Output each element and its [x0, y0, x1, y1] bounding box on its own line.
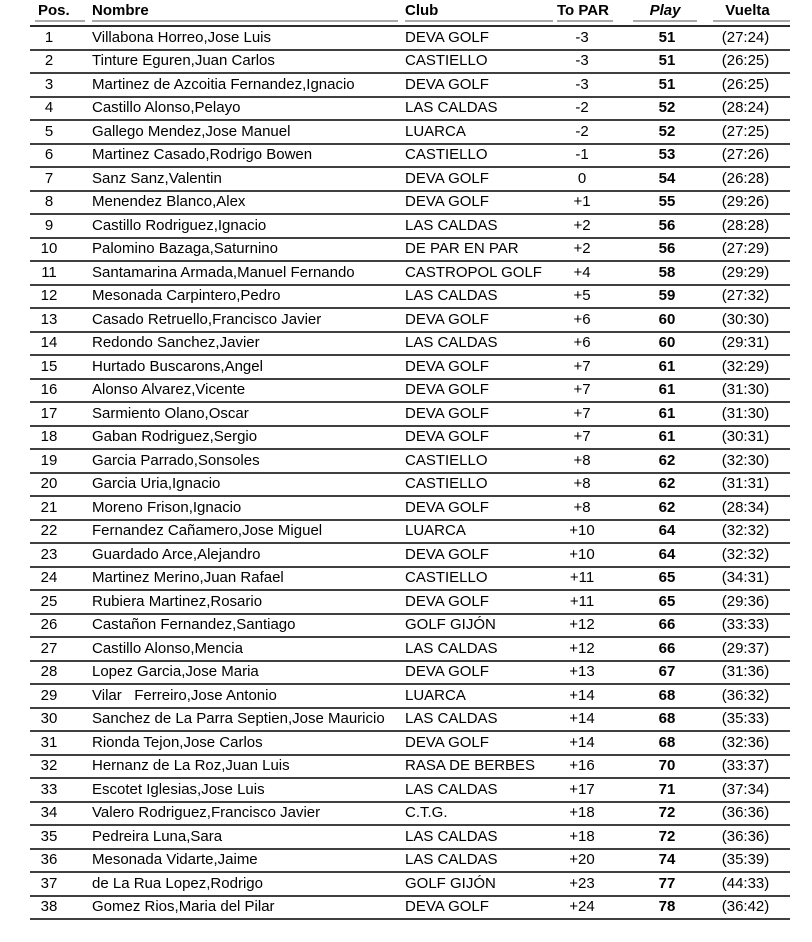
club-cell: CASTROPOL GOLF [405, 263, 542, 281]
position-cell: 3 [44, 75, 54, 93]
position-cell: 12 [40, 287, 58, 305]
table-row [30, 521, 790, 545]
club-cell: GOLF GIJÓN [405, 616, 496, 634]
table-row [30, 380, 790, 404]
play-score-cell: 66 [658, 616, 676, 634]
player-name-cell: Castillo Alonso,Pelayo [92, 99, 241, 117]
table-body [30, 27, 790, 920]
to-par-cell: +6 [573, 310, 591, 328]
vuelta-time-cell: (29:31) [721, 334, 770, 352]
player-name-cell: Gomez Rios,Maria del Pilar [92, 898, 275, 916]
vuelta-time-cell: (33:37) [721, 757, 770, 775]
club-cell: DEVA GOLF [405, 498, 489, 516]
to-par-cell: +18 [569, 827, 595, 845]
play-score-cell: 55 [658, 193, 676, 211]
play-score-cell: 64 [658, 545, 676, 563]
to-par-cell: -3 [575, 75, 589, 93]
to-par-cell: +17 [569, 780, 595, 798]
position-cell: 21 [40, 498, 58, 516]
player-name-cell: Castañon Fernandez,Santiago [92, 616, 296, 634]
to-par-cell: +1 [573, 193, 591, 211]
to-par-cell: +7 [573, 404, 591, 422]
player-name-cell: Casado Retruello,Francisco Javier [92, 310, 322, 328]
club-cell: LAS CALDAS [405, 99, 498, 117]
club-cell: DEVA GOLF [405, 428, 489, 446]
vuelta-time-cell: (32:36) [721, 733, 770, 751]
club-cell: GOLF GIJÓN [405, 874, 496, 892]
to-par-cell: +20 [569, 851, 595, 869]
vuelta-time-cell: (26:25) [721, 75, 770, 93]
vuelta-time-cell: (32:29) [721, 357, 770, 375]
table-row [30, 286, 790, 310]
play-score-cell: 68 [658, 686, 676, 704]
results-table [30, 2, 790, 920]
vuelta-time-cell: (36:36) [721, 827, 770, 845]
player-name-cell: Vilar Ferreiro,Jose Antonio [92, 686, 277, 704]
club-cell: DEVA GOLF [405, 193, 489, 211]
position-cell: 14 [40, 334, 58, 352]
player-name-cell: Guardado Arce,Alejandro [92, 545, 261, 563]
player-name-cell: Garcia Uria,Ignacio [92, 475, 221, 493]
table-row [30, 850, 790, 874]
table-row [30, 497, 790, 521]
position-cell: 34 [40, 804, 58, 822]
position-cell: 5 [44, 122, 54, 140]
table-row [30, 262, 790, 286]
position-cell: 11 [41, 263, 57, 281]
vuelta-time-cell: (36:42) [721, 898, 770, 916]
table-row [30, 662, 790, 686]
position-cell: 6 [44, 146, 54, 164]
vuelta-time-cell: (31:36) [721, 663, 770, 681]
column-header-pos: Pos. [35, 2, 85, 22]
player-name-cell: Martinez Merino,Juan Rafael [92, 569, 284, 587]
to-par-cell: +5 [573, 287, 591, 305]
table-row [30, 568, 790, 592]
to-par-cell: -2 [575, 99, 589, 117]
play-score-cell: 68 [658, 733, 676, 751]
play-score-cell: 65 [658, 592, 676, 610]
vuelta-time-cell: (36:32) [721, 686, 770, 704]
vuelta-time-cell: (34:31) [721, 569, 770, 587]
table-row [30, 826, 790, 850]
player-name-cell: Sanz Sanz,Valentin [92, 169, 222, 187]
position-cell: 18 [40, 428, 58, 446]
table-row [30, 192, 790, 216]
play-score-cell: 52 [658, 122, 676, 140]
vuelta-time-cell: (35:39) [721, 851, 770, 869]
position-cell: 2 [44, 52, 54, 70]
to-par-cell: -3 [575, 28, 589, 46]
club-cell: LAS CALDAS [405, 827, 498, 845]
to-par-cell: +2 [573, 216, 591, 234]
position-cell: 32 [40, 757, 58, 775]
player-name-cell: Castillo Alonso,Mencia [92, 639, 243, 657]
position-cell: 1 [44, 28, 54, 46]
position-cell: 4 [44, 99, 54, 117]
play-score-cell: 64 [658, 522, 676, 540]
to-par-cell: +10 [569, 545, 595, 563]
position-cell: 22 [40, 522, 58, 540]
table-row [30, 450, 790, 474]
play-score-cell: 52 [658, 99, 676, 117]
club-cell: CASTIELLO [405, 451, 488, 469]
player-name-cell: Pedreira Luna,Sara [92, 827, 223, 845]
vuelta-time-cell: (29:26) [721, 193, 770, 211]
club-cell: LAS CALDAS [405, 334, 498, 352]
table-row [30, 873, 790, 897]
club-cell: DEVA GOLF [405, 28, 489, 46]
position-cell: 26 [40, 616, 58, 634]
play-score-cell: 72 [658, 827, 676, 845]
play-score-cell: 61 [658, 381, 676, 399]
table-row [30, 121, 790, 145]
club-cell: LAS CALDAS [405, 216, 498, 234]
play-score-cell: 71 [658, 780, 676, 798]
club-cell: DEVA GOLF [405, 592, 489, 610]
club-cell: LAS CALDAS [405, 639, 498, 657]
club-cell: CASTIELLO [405, 52, 488, 70]
table-row [30, 427, 790, 451]
player-name-cell: Sarmiento Olano,Oscar [92, 404, 249, 422]
vuelta-time-cell: (26:25) [721, 52, 770, 70]
table-row [30, 168, 790, 192]
club-cell: DEVA GOLF [405, 357, 489, 375]
position-cell: 38 [40, 898, 58, 916]
column-header-play: Play [633, 2, 697, 22]
table-row [30, 309, 790, 333]
vuelta-time-cell: (28:28) [721, 216, 770, 234]
vuelta-time-cell: (27:26) [721, 146, 770, 164]
to-par-cell: -3 [575, 52, 589, 70]
table-row [30, 638, 790, 662]
play-score-cell: 68 [658, 710, 676, 728]
player-name-cell: Santamarina Armada,Manuel Fernando [92, 263, 355, 281]
table-row [30, 474, 790, 498]
table-row [30, 239, 790, 263]
position-cell: 36 [40, 851, 58, 869]
player-name-cell: Moreno Frison,Ignacio [92, 498, 242, 516]
table-row [30, 27, 790, 51]
position-cell: 13 [40, 310, 58, 328]
results-page [0, 2, 812, 942]
to-par-cell: -2 [575, 122, 589, 140]
to-par-cell: 0 [577, 169, 587, 187]
table-row [30, 215, 790, 239]
play-score-cell: 65 [658, 569, 676, 587]
play-score-cell: 59 [658, 287, 676, 305]
play-score-cell: 51 [658, 28, 676, 46]
club-cell: LAS CALDAS [405, 287, 498, 305]
player-name-cell: Lopez Garcia,Jose Maria [92, 663, 259, 681]
to-par-cell: +14 [569, 686, 595, 704]
club-cell: DEVA GOLF [405, 310, 489, 328]
to-par-cell: +13 [569, 663, 595, 681]
club-cell: LAS CALDAS [405, 851, 498, 869]
column-header-to-par: To PAR [557, 2, 613, 22]
table-row [30, 591, 790, 615]
play-score-cell: 77 [658, 874, 676, 892]
table-header [30, 2, 790, 22]
table-row [30, 732, 790, 756]
table-row [30, 709, 790, 733]
club-cell: LUARCA [405, 522, 466, 540]
position-cell: 29 [40, 686, 58, 704]
club-cell: DEVA GOLF [405, 898, 489, 916]
play-score-cell: 53 [658, 146, 676, 164]
play-score-cell: 58 [658, 263, 676, 281]
club-cell: DE PAR EN PAR [405, 240, 519, 258]
vuelta-time-cell: (37:34) [721, 780, 770, 798]
vuelta-time-cell: (26:28) [721, 169, 770, 187]
position-cell: 33 [40, 780, 58, 798]
club-cell: DEVA GOLF [405, 75, 489, 93]
vuelta-time-cell: (36:36) [721, 804, 770, 822]
position-cell: 28 [40, 663, 58, 681]
player-name-cell: Hurtado Buscarons,Angel [92, 357, 263, 375]
to-par-cell: +7 [573, 428, 591, 446]
column-header-nombre: Nombre [92, 2, 398, 22]
vuelta-time-cell: (30:30) [721, 310, 770, 328]
player-name-cell: Castillo Rodriguez,Ignacio [92, 216, 267, 234]
vuelta-time-cell: (44:33) [721, 874, 770, 892]
club-cell: DEVA GOLF [405, 381, 489, 399]
play-score-cell: 61 [658, 428, 676, 446]
table-row [30, 51, 790, 75]
player-name-cell: Redondo Sanchez,Javier [92, 334, 260, 352]
table-row [30, 98, 790, 122]
position-cell: 25 [40, 592, 58, 610]
player-name-cell: de La Rua Lopez,Rodrigo [92, 874, 263, 892]
vuelta-time-cell: (27:29) [721, 240, 770, 258]
play-score-cell: 70 [658, 757, 676, 775]
vuelta-time-cell: (31:30) [721, 381, 770, 399]
player-name-cell: Hernanz de La Roz,Juan Luis [92, 757, 290, 775]
table-row [30, 685, 790, 709]
position-cell: 8 [44, 193, 54, 211]
position-cell: 17 [40, 404, 58, 422]
vuelta-time-cell: (27:24) [721, 28, 770, 46]
player-name-cell: Villabona Horreo,Jose Luis [92, 28, 271, 46]
to-par-cell: +11 [569, 569, 595, 587]
table-row [30, 779, 790, 803]
to-par-cell: +12 [569, 616, 595, 634]
club-cell: DEVA GOLF [405, 545, 489, 563]
to-par-cell: +8 [573, 451, 591, 469]
club-cell: LAS CALDAS [405, 710, 498, 728]
play-score-cell: 62 [658, 451, 676, 469]
club-cell: LUARCA [405, 122, 466, 140]
player-name-cell: Garcia Parrado,Sonsoles [92, 451, 260, 469]
play-score-cell: 56 [658, 216, 676, 234]
player-name-cell: Mesonada Vidarte,Jaime [92, 851, 258, 869]
to-par-cell: +7 [573, 357, 591, 375]
position-cell: 37 [40, 874, 58, 892]
column-header-vuelta: Vuelta [713, 2, 790, 22]
player-name-cell: Escotet Iglesias,Jose Luis [92, 780, 265, 798]
player-name-cell: Fernandez Cañamero,Jose Miguel [92, 522, 323, 540]
player-name-cell: Martinez de Azcoitia Fernandez,Ignacio [92, 75, 355, 93]
club-cell: RASA DE BERBES [405, 757, 536, 775]
club-cell: CASTIELLO [405, 569, 488, 587]
vuelta-time-cell: (27:25) [721, 122, 770, 140]
position-cell: 19 [40, 451, 58, 469]
play-score-cell: 62 [658, 475, 676, 493]
play-score-cell: 78 [658, 898, 676, 916]
player-name-cell: Gaban Rodriguez,Sergio [92, 428, 258, 446]
vuelta-time-cell: (29:36) [721, 592, 770, 610]
to-par-cell: +14 [569, 710, 595, 728]
table-row [30, 544, 790, 568]
player-name-cell: Menendez Blanco,Alex [92, 193, 246, 211]
to-par-cell: -1 [575, 146, 589, 164]
table-row [30, 356, 790, 380]
vuelta-time-cell: (29:37) [721, 639, 770, 657]
club-cell: DEVA GOLF [405, 733, 489, 751]
play-score-cell: 67 [658, 663, 676, 681]
position-cell: 24 [40, 569, 58, 587]
play-score-cell: 60 [658, 334, 676, 352]
player-name-cell: Rionda Tejon,Jose Carlos [92, 733, 263, 751]
player-name-cell: Martinez Casado,Rodrigo Bowen [92, 146, 313, 164]
to-par-cell: +24 [569, 898, 595, 916]
player-name-cell: Sanchez de La Parra Septien,Jose Mauricio [92, 710, 385, 728]
player-name-cell: Rubiera Martinez,Rosario [92, 592, 263, 610]
to-par-cell: +4 [573, 263, 591, 281]
club-cell: C.T.G. [405, 804, 448, 822]
to-par-cell: +2 [573, 240, 591, 258]
vuelta-time-cell: (31:30) [721, 404, 770, 422]
club-cell: DEVA GOLF [405, 169, 489, 187]
table-row [30, 145, 790, 169]
play-score-cell: 74 [658, 851, 676, 869]
position-cell: 27 [40, 639, 58, 657]
vuelta-time-cell: (29:29) [721, 263, 770, 281]
table-row [30, 615, 790, 639]
column-header-club: Club [405, 2, 553, 22]
table-row [30, 803, 790, 827]
club-cell: LUARCA [405, 686, 466, 704]
vuelta-time-cell: (27:32) [721, 287, 770, 305]
play-score-cell: 66 [658, 639, 676, 657]
player-name-cell: Valero Rodriguez,Francisco Javier [92, 804, 321, 822]
play-score-cell: 60 [658, 310, 676, 328]
to-par-cell: +12 [569, 639, 595, 657]
play-score-cell: 61 [658, 404, 676, 422]
to-par-cell: +14 [569, 733, 595, 751]
club-cell: CASTIELLO [405, 146, 488, 164]
table-row [30, 403, 790, 427]
to-par-cell: +23 [569, 874, 595, 892]
player-name-cell: Mesonada Carpintero,Pedro [92, 287, 281, 305]
position-cell: 10 [40, 240, 58, 258]
vuelta-time-cell: (33:33) [721, 616, 770, 634]
vuelta-time-cell: (32:30) [721, 451, 770, 469]
club-cell: DEVA GOLF [405, 404, 489, 422]
position-cell: 23 [40, 545, 58, 563]
to-par-cell: +10 [569, 522, 595, 540]
player-name-cell: Palomino Bazaga,Saturnino [92, 240, 278, 258]
to-par-cell: +7 [573, 381, 591, 399]
to-par-cell: +8 [573, 498, 591, 516]
vuelta-time-cell: (35:33) [721, 710, 770, 728]
position-cell: 16 [40, 381, 58, 399]
club-cell: DEVA GOLF [405, 663, 489, 681]
player-name-cell: Alonso Alvarez,Vicente [92, 381, 246, 399]
position-cell: 30 [40, 710, 58, 728]
position-cell: 31 [40, 733, 58, 751]
to-par-cell: +11 [569, 592, 595, 610]
vuelta-time-cell: (30:31) [721, 428, 770, 446]
play-score-cell: 61 [658, 357, 676, 375]
play-score-cell: 62 [658, 498, 676, 516]
vuelta-time-cell: (28:34) [721, 498, 770, 516]
table-row [30, 756, 790, 780]
to-par-cell: +18 [569, 804, 595, 822]
position-cell: 7 [44, 169, 54, 187]
position-cell: 35 [40, 827, 58, 845]
play-score-cell: 54 [658, 169, 676, 187]
play-score-cell: 51 [658, 52, 676, 70]
position-cell: 20 [40, 475, 58, 493]
table-row [30, 333, 790, 357]
play-score-cell: 51 [658, 75, 676, 93]
player-name-cell: Gallego Mendez,Jose Manuel [92, 122, 291, 140]
position-cell: 9 [44, 216, 54, 234]
to-par-cell: +6 [573, 334, 591, 352]
vuelta-time-cell: (31:31) [721, 475, 770, 493]
vuelta-time-cell: (32:32) [721, 522, 770, 540]
to-par-cell: +8 [573, 475, 591, 493]
club-cell: CASTIELLO [405, 475, 488, 493]
table-row [30, 74, 790, 98]
vuelta-time-cell: (28:24) [721, 99, 770, 117]
play-score-cell: 56 [658, 240, 676, 258]
vuelta-time-cell: (32:32) [721, 545, 770, 563]
player-name-cell: Tinture Eguren,Juan Carlos [92, 52, 275, 70]
position-cell: 15 [40, 357, 58, 375]
club-cell: LAS CALDAS [405, 780, 498, 798]
play-score-cell: 72 [658, 804, 676, 822]
to-par-cell: +16 [569, 757, 595, 775]
table-row [30, 897, 790, 921]
